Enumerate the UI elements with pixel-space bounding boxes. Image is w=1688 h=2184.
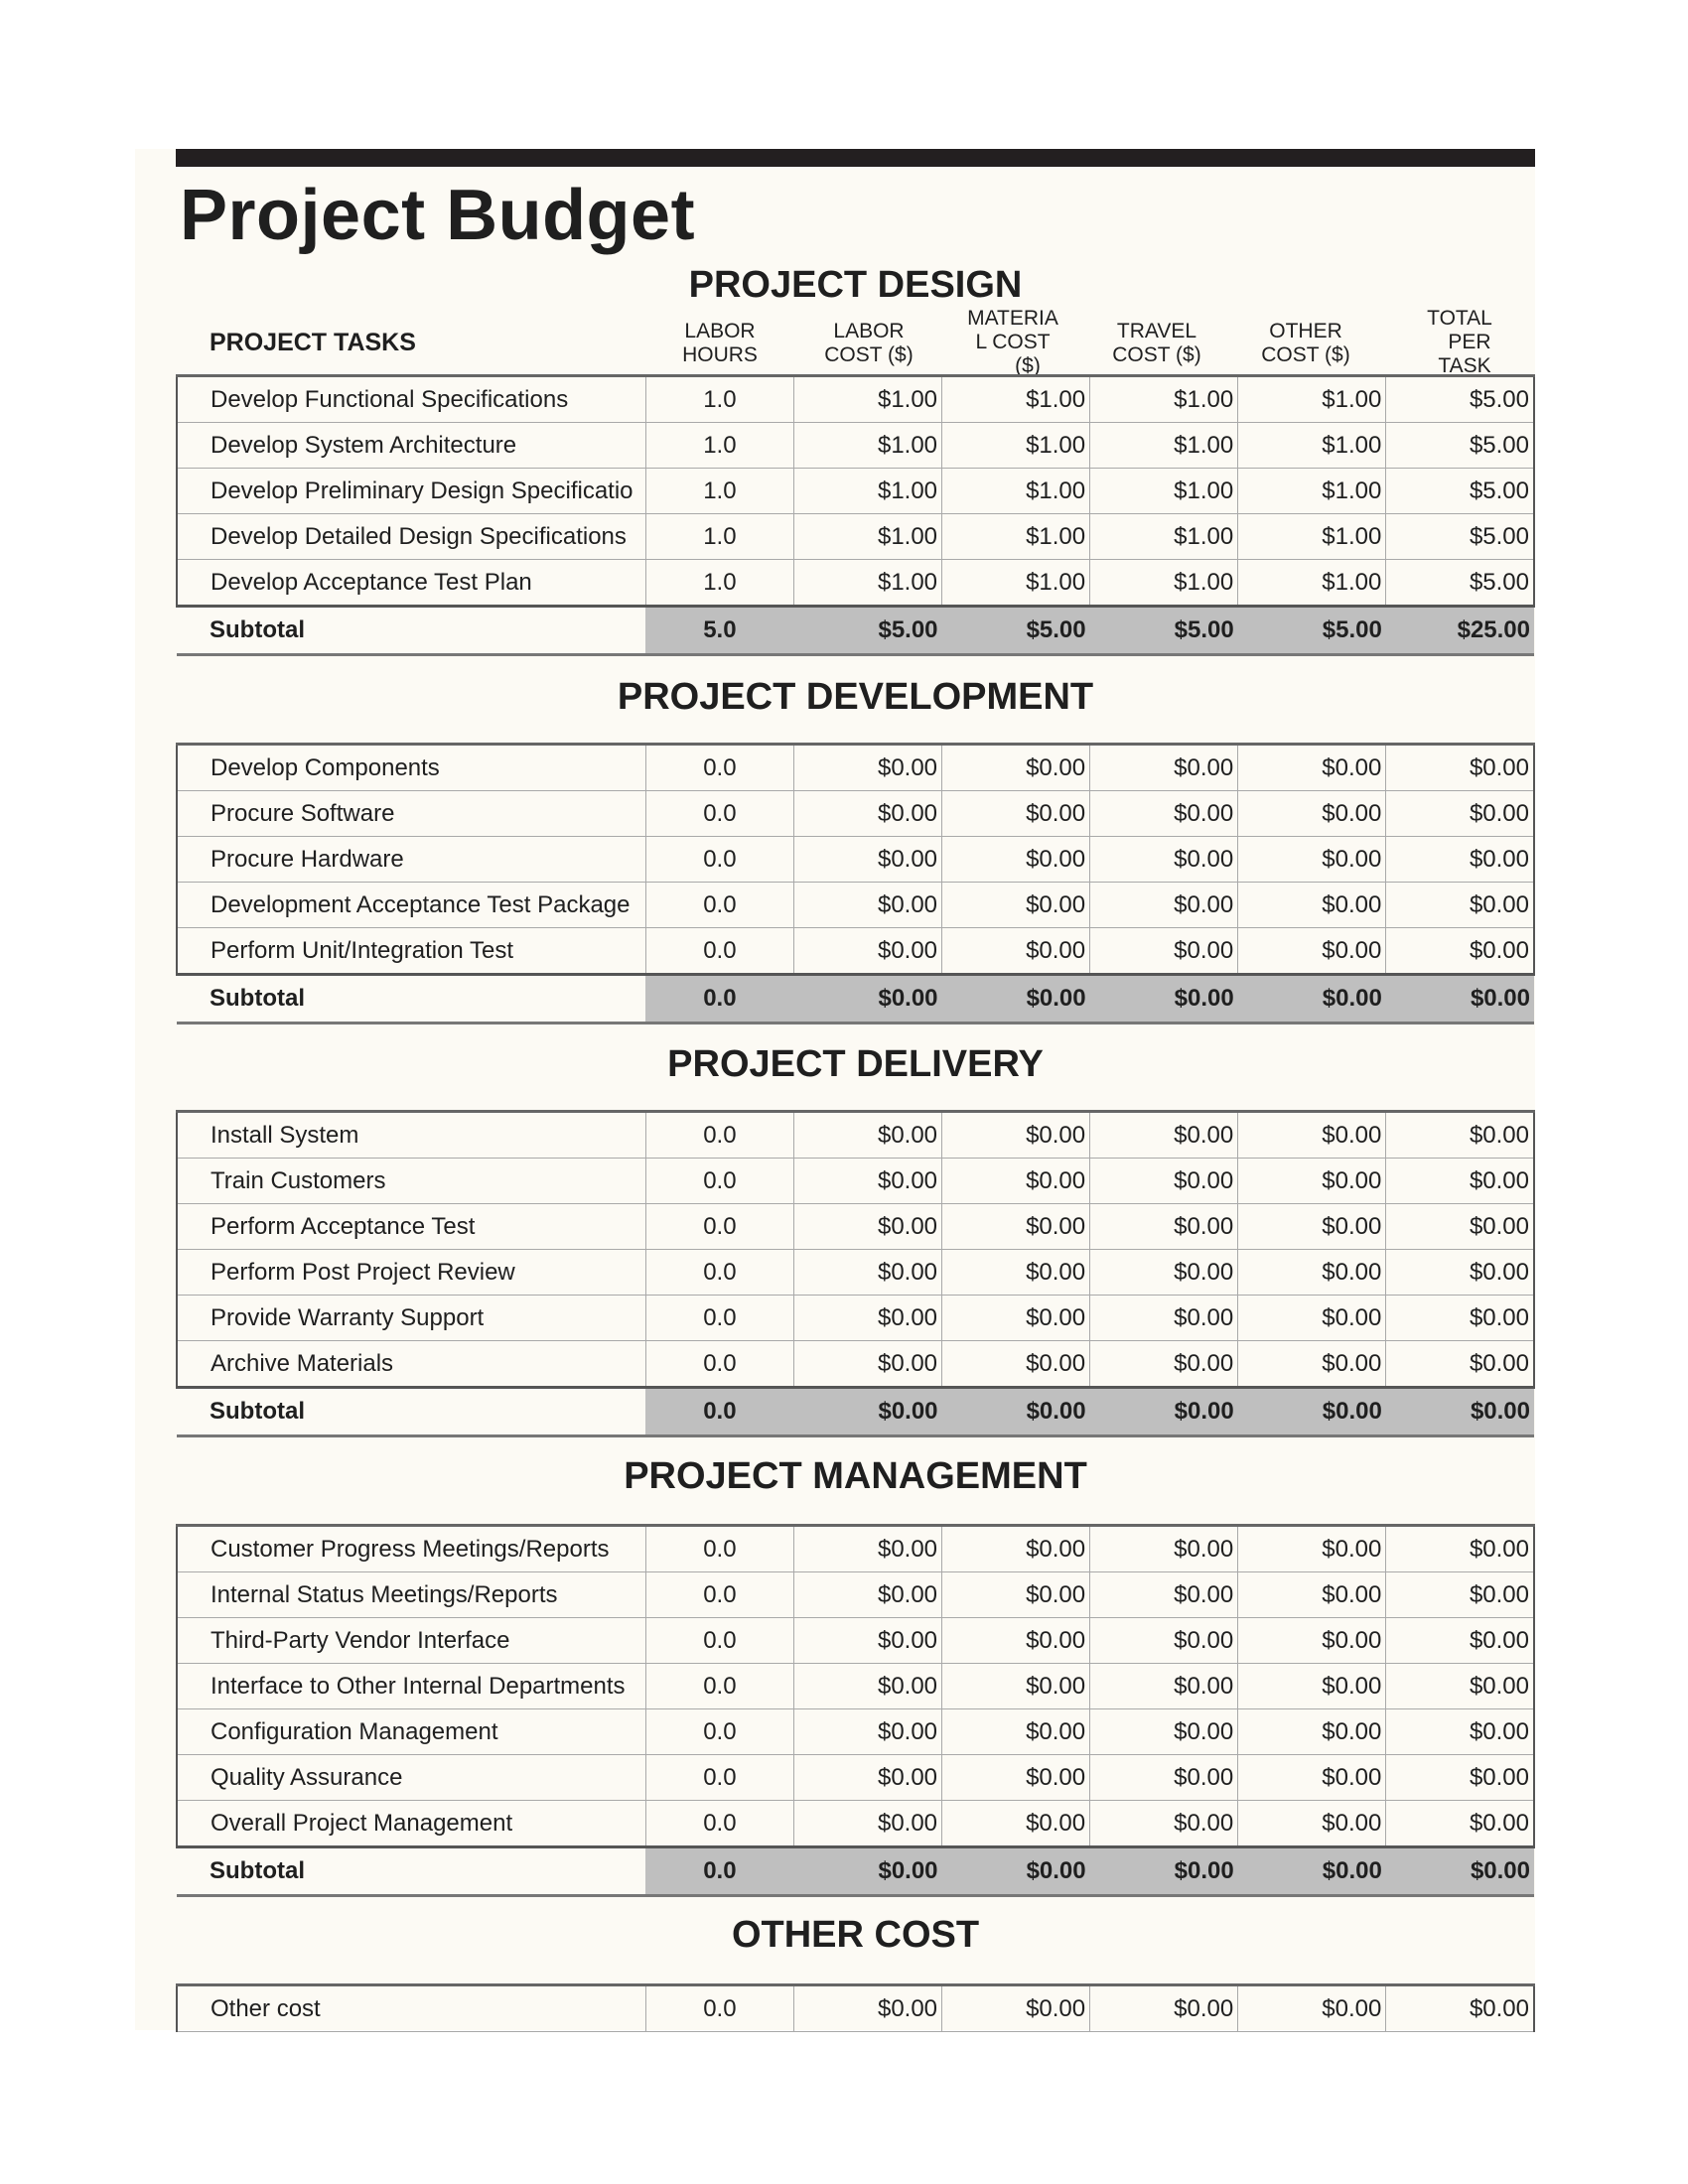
table-row: [177, 1341, 1534, 1388]
cost-cell: $1.00: [793, 560, 941, 607]
subtotal-hours-cell: 0.0: [645, 1847, 793, 1896]
cost-cell: $0.00: [1386, 1159, 1534, 1204]
cost-cell: $0.00: [942, 1159, 1090, 1204]
task-name-cell: Provide Warranty Support: [177, 1296, 645, 1341]
cost-cell: $0.00: [793, 1341, 941, 1388]
labor-hours-cell: 0.0: [645, 1985, 793, 2032]
table-row: [177, 1801, 1534, 1847]
task-name-cell: Perform Acceptance Test: [177, 1204, 645, 1250]
table-row: [177, 1250, 1534, 1296]
subtotal-cost-cell: $5.00: [1090, 607, 1238, 655]
task-name-cell: Develop Acceptance Test Plan: [177, 560, 645, 607]
table-row: [177, 1755, 1534, 1801]
labor-hours-cell: 1.0: [645, 469, 793, 514]
cost-cell: $0.00: [793, 1159, 941, 1204]
cost-cell: $0.00: [942, 1526, 1090, 1572]
cost-cell: $0.00: [942, 1572, 1090, 1618]
cost-cell: $0.00: [1238, 1801, 1386, 1847]
cost-cell: $0.00: [793, 1250, 941, 1296]
task-name-cell: Customer Progress Meetings/Reports: [177, 1526, 645, 1572]
cost-cell: $0.00: [1238, 1204, 1386, 1250]
table-project-design: [176, 374, 1535, 656]
task-name-cell: Procure Software: [177, 791, 645, 837]
cost-cell: $0.00: [942, 883, 1090, 928]
table-row: [177, 1664, 1534, 1709]
labor-hours-cell: 0.0: [645, 1664, 793, 1709]
cost-cell: $0.00: [1090, 1341, 1238, 1388]
subtotal-cost-cell: $0.00: [793, 975, 941, 1024]
cost-cell: $1.00: [942, 560, 1090, 607]
cost-cell: $0.00: [1386, 791, 1534, 837]
cost-cell: $0.00: [793, 1526, 941, 1572]
subtotal-cost-cell: $0.00: [1386, 1388, 1534, 1436]
subtotal-cost-cell: $0.00: [793, 1388, 941, 1436]
header-travel-cost: TRAVEL COST ($): [1112, 320, 1201, 366]
cost-cell: $1.00: [942, 423, 1090, 469]
cost-cell: $0.00: [942, 1755, 1090, 1801]
labor-hours-cell: 0.0: [645, 1250, 793, 1296]
task-name-cell: Archive Materials: [177, 1341, 645, 1388]
cost-cell: $1.00: [1090, 469, 1238, 514]
section-title-other-cost: OTHER COST: [731, 1914, 980, 1956]
cost-cell: $0.00: [1090, 1801, 1238, 1847]
table-row: [177, 423, 1534, 469]
subtotal-label: Subtotal: [177, 1847, 645, 1896]
table-row: [177, 376, 1534, 423]
cost-cell: $0.00: [1386, 1526, 1534, 1572]
subtotal-row: [177, 607, 1534, 655]
labor-hours-cell: 0.0: [645, 1572, 793, 1618]
cost-cell: $0.00: [1238, 791, 1386, 837]
cost-cell: $0.00: [1238, 883, 1386, 928]
cost-cell: $0.00: [942, 1801, 1090, 1847]
table-row: [177, 1204, 1534, 1250]
task-name-cell: Perform Post Project Review: [177, 1250, 645, 1296]
subtotal-hours-cell: 5.0: [645, 607, 793, 655]
task-name-cell: Quality Assurance: [177, 1755, 645, 1801]
labor-hours-cell: 0.0: [645, 1755, 793, 1801]
table-row: [177, 791, 1534, 837]
cost-cell: $0.00: [1238, 1112, 1386, 1159]
subtotal-cost-cell: $0.00: [1238, 975, 1386, 1024]
subtotal-row: [177, 975, 1534, 1024]
table-project-delivery: [176, 1110, 1535, 1437]
cost-cell: $0.00: [793, 1618, 941, 1664]
cost-cell: $1.00: [1238, 423, 1386, 469]
labor-hours-cell: 0.0: [645, 1204, 793, 1250]
header-total-per-task: TOTAL PER TASK: [1427, 307, 1492, 377]
cost-cell: $5.00: [1386, 376, 1534, 423]
table-project-development: [176, 743, 1535, 1024]
cost-cell: $0.00: [793, 837, 941, 883]
cost-cell: $0.00: [942, 837, 1090, 883]
subtotal-cost-cell: $0.00: [1090, 975, 1238, 1024]
section-title-project-development: PROJECT DEVELOPMENT: [617, 676, 1094, 718]
cost-cell: $0.00: [1386, 1250, 1534, 1296]
cost-cell: $0.00: [1238, 1664, 1386, 1709]
cost-cell: $0.00: [942, 1618, 1090, 1664]
cost-cell: $0.00: [1090, 1296, 1238, 1341]
table-project-management: [176, 1524, 1535, 1897]
cost-cell: $0.00: [942, 791, 1090, 837]
cost-cell: $0.00: [1386, 883, 1534, 928]
task-name-cell: Development Acceptance Test Package: [177, 883, 645, 928]
cost-cell: $0.00: [1386, 928, 1534, 975]
table-row: [177, 745, 1534, 791]
cost-cell: $0.00: [793, 883, 941, 928]
cost-cell: $0.00: [793, 1755, 941, 1801]
section-title-project-delivery: PROJECT DELIVERY: [667, 1043, 1044, 1085]
cost-cell: $5.00: [1386, 560, 1534, 607]
cost-cell: $0.00: [1090, 791, 1238, 837]
cost-cell: $1.00: [793, 514, 941, 560]
cost-cell: $1.00: [1238, 376, 1386, 423]
table-row: [177, 469, 1534, 514]
cost-cell: $1.00: [1090, 423, 1238, 469]
subtotal-cost-cell: $0.00: [942, 1388, 1090, 1436]
cost-cell: $5.00: [1386, 514, 1534, 560]
labor-hours-cell: 0.0: [645, 883, 793, 928]
cost-cell: $0.00: [1238, 1526, 1386, 1572]
subtotal-label: Subtotal: [177, 607, 645, 655]
subtotal-cost-cell: $5.00: [942, 607, 1090, 655]
cost-cell: $0.00: [1386, 1112, 1534, 1159]
labor-hours-cell: 1.0: [645, 560, 793, 607]
cost-cell: $0.00: [1090, 1572, 1238, 1618]
cost-cell: $0.00: [1386, 1985, 1534, 2032]
subtotal-cost-cell: $5.00: [1238, 607, 1386, 655]
cost-cell: $0.00: [1090, 837, 1238, 883]
cost-cell: $0.00: [1238, 1985, 1386, 2032]
task-name-cell: Other cost: [177, 1985, 645, 2032]
page-title: Project Budget: [180, 176, 696, 255]
table-row: [177, 1985, 1534, 2032]
cost-cell: $1.00: [942, 469, 1090, 514]
subtotal-hours-cell: 0.0: [645, 1388, 793, 1436]
cost-cell: $0.00: [793, 1112, 941, 1159]
table-row: [177, 1112, 1534, 1159]
cost-cell: $0.00: [1386, 745, 1534, 791]
subtotal-cost-cell: $0.00: [1386, 1847, 1534, 1896]
header-labor-cost: LABOR COST ($): [824, 320, 914, 366]
task-name-cell: Internal Status Meetings/Reports: [177, 1572, 645, 1618]
task-name-cell: Third-Party Vendor Interface: [177, 1618, 645, 1664]
labor-hours-cell: 1.0: [645, 514, 793, 560]
cost-cell: $0.00: [1090, 1618, 1238, 1664]
subtotal-cost-cell: $5.00: [793, 607, 941, 655]
subtotal-row: [177, 1847, 1534, 1896]
cost-cell: $1.00: [1090, 514, 1238, 560]
cost-cell: $0.00: [1090, 1204, 1238, 1250]
table-other-cost: [176, 1983, 1535, 2032]
cost-cell: $0.00: [793, 928, 941, 975]
subtotal-cost-cell: $0.00: [1238, 1847, 1386, 1896]
cost-cell: $1.00: [1238, 560, 1386, 607]
task-name-cell: Overall Project Management: [177, 1801, 645, 1847]
labor-hours-cell: 0.0: [645, 1801, 793, 1847]
cost-cell: $0.00: [793, 1296, 941, 1341]
table-row: [177, 1709, 1534, 1755]
cost-cell: $0.00: [942, 1664, 1090, 1709]
cost-cell: $0.00: [1238, 1159, 1386, 1204]
header-labor-hours: LABOR HOURS: [682, 320, 758, 366]
task-name-cell: Interface to Other Internal Departments: [177, 1664, 645, 1709]
cost-cell: $0.00: [793, 1572, 941, 1618]
cost-cell: $0.00: [1386, 1709, 1534, 1755]
cost-cell: $1.00: [1090, 560, 1238, 607]
labor-hours-cell: 0.0: [645, 1526, 793, 1572]
cost-cell: $0.00: [793, 1709, 941, 1755]
subtotal-cost-cell: $0.00: [942, 975, 1090, 1024]
cost-cell: $0.00: [1238, 837, 1386, 883]
cost-cell: $0.00: [1386, 1341, 1534, 1388]
labor-hours-cell: 0.0: [645, 1112, 793, 1159]
cost-cell: $1.00: [1090, 376, 1238, 423]
cost-cell: $0.00: [942, 1341, 1090, 1388]
labor-hours-cell: 1.0: [645, 423, 793, 469]
cost-cell: $0.00: [942, 1296, 1090, 1341]
cost-cell: $0.00: [1090, 1755, 1238, 1801]
subtotal-cost-cell: $0.00: [793, 1847, 941, 1896]
cost-cell: $5.00: [1386, 469, 1534, 514]
cost-cell: $0.00: [1090, 745, 1238, 791]
subtotal-row: [177, 1388, 1534, 1436]
cost-cell: $0.00: [1090, 1985, 1238, 2032]
cost-cell: $0.00: [942, 1250, 1090, 1296]
subtotal-label: Subtotal: [177, 1388, 645, 1436]
labor-hours-cell: 0.0: [645, 1709, 793, 1755]
cost-cell: $0.00: [1238, 928, 1386, 975]
subtotal-cost-cell: $0.00: [1238, 1388, 1386, 1436]
table-row: [177, 1159, 1534, 1204]
cost-cell: $0.00: [793, 1204, 941, 1250]
cost-cell: $0.00: [1090, 1526, 1238, 1572]
cost-cell: $0.00: [1238, 1755, 1386, 1801]
cost-cell: $0.00: [793, 791, 941, 837]
section-title-project-design: PROJECT DESIGN: [688, 264, 1023, 306]
cost-cell: $0.00: [942, 1112, 1090, 1159]
cost-cell: $0.00: [1238, 1296, 1386, 1341]
cost-cell: $0.00: [1238, 1709, 1386, 1755]
labor-hours-cell: 0.0: [645, 1341, 793, 1388]
task-name-cell: Train Customers: [177, 1159, 645, 1204]
table-row: [177, 928, 1534, 975]
table-row: [177, 1296, 1534, 1341]
cost-cell: $0.00: [1090, 1159, 1238, 1204]
task-name-cell: Configuration Management: [177, 1709, 645, 1755]
cost-cell: $0.00: [1238, 1618, 1386, 1664]
task-name-cell: Develop Preliminary Design Specificatio: [177, 469, 645, 514]
cost-cell: $0.00: [942, 928, 1090, 975]
labor-hours-cell: 0.0: [645, 837, 793, 883]
labor-hours-cell: 0.0: [645, 1296, 793, 1341]
labor-hours-cell: 0.0: [645, 745, 793, 791]
cost-cell: $0.00: [1238, 1572, 1386, 1618]
cost-cell: $0.00: [793, 1801, 941, 1847]
table-row: [177, 1572, 1534, 1618]
task-name-cell: Develop Components: [177, 745, 645, 791]
cost-cell: $1.00: [793, 423, 941, 469]
section-title-project-management: PROJECT MANAGEMENT: [624, 1455, 1087, 1497]
cost-cell: $0.00: [942, 1204, 1090, 1250]
cost-cell: $0.00: [1386, 1204, 1534, 1250]
cost-cell: $0.00: [1386, 1572, 1534, 1618]
cost-cell: $0.00: [1090, 1250, 1238, 1296]
subtotal-hours-cell: 0.0: [645, 975, 793, 1024]
cost-cell: $0.00: [1386, 1618, 1534, 1664]
cost-cell: $1.00: [942, 514, 1090, 560]
cost-cell: $0.00: [1090, 883, 1238, 928]
labor-hours-cell: 1.0: [645, 376, 793, 423]
cost-cell: $0.00: [1238, 1250, 1386, 1296]
header-material-cost: MATERIA L COST ($): [967, 307, 1058, 377]
cost-cell: $0.00: [1386, 1801, 1534, 1847]
cost-cell: $0.00: [793, 1985, 941, 2032]
subtotal-cost-cell: $25.00: [1386, 607, 1534, 655]
table-row: [177, 1526, 1534, 1572]
cost-cell: $5.00: [1386, 423, 1534, 469]
header-other-cost: OTHER COST ($): [1261, 320, 1350, 366]
cost-cell: $1.00: [1238, 469, 1386, 514]
cost-cell: $0.00: [1238, 1341, 1386, 1388]
cost-cell: $0.00: [1090, 928, 1238, 975]
table-row: [177, 560, 1534, 607]
task-name-cell: Perform Unit/Integration Test: [177, 928, 645, 975]
task-name-cell: Develop Detailed Design Specifications: [177, 514, 645, 560]
cost-cell: $0.00: [1090, 1709, 1238, 1755]
cost-cell: $0.00: [942, 745, 1090, 791]
task-name-cell: Develop Functional Specifications: [177, 376, 645, 423]
cost-cell: $0.00: [793, 1664, 941, 1709]
cost-cell: $1.00: [1238, 514, 1386, 560]
subtotal-cost-cell: $0.00: [1386, 975, 1534, 1024]
subtotal-label: Subtotal: [177, 975, 645, 1024]
cost-cell: $0.00: [1386, 1296, 1534, 1341]
table-row: [177, 1618, 1534, 1664]
cost-cell: $1.00: [793, 469, 941, 514]
table-row: [177, 837, 1534, 883]
cost-cell: $0.00: [793, 745, 941, 791]
table-row: [177, 883, 1534, 928]
labor-hours-cell: 0.0: [645, 1159, 793, 1204]
cost-cell: $0.00: [942, 1709, 1090, 1755]
labor-hours-cell: 0.0: [645, 1618, 793, 1664]
cost-cell: $0.00: [942, 1985, 1090, 2032]
task-name-cell: Procure Hardware: [177, 837, 645, 883]
labor-hours-cell: 0.0: [645, 791, 793, 837]
subtotal-cost-cell: $0.00: [1090, 1388, 1238, 1436]
cost-cell: $0.00: [1090, 1664, 1238, 1709]
cost-cell: $0.00: [1386, 1755, 1534, 1801]
header-project-tasks: PROJECT TASKS: [210, 329, 416, 356]
labor-hours-cell: 0.0: [645, 928, 793, 975]
cost-cell: $0.00: [1386, 837, 1534, 883]
subtotal-cost-cell: $0.00: [1090, 1847, 1238, 1896]
cost-cell: $0.00: [1238, 745, 1386, 791]
subtotal-cost-cell: $0.00: [942, 1847, 1090, 1896]
table-row: [177, 514, 1534, 560]
cost-cell: $1.00: [793, 376, 941, 423]
task-name-cell: Develop System Architecture: [177, 423, 645, 469]
cost-cell: $0.00: [1386, 1664, 1534, 1709]
cost-cell: $1.00: [942, 376, 1090, 423]
title-bar-rule: [176, 149, 1535, 167]
task-name-cell: Install System: [177, 1112, 645, 1159]
cost-cell: $0.00: [1090, 1112, 1238, 1159]
